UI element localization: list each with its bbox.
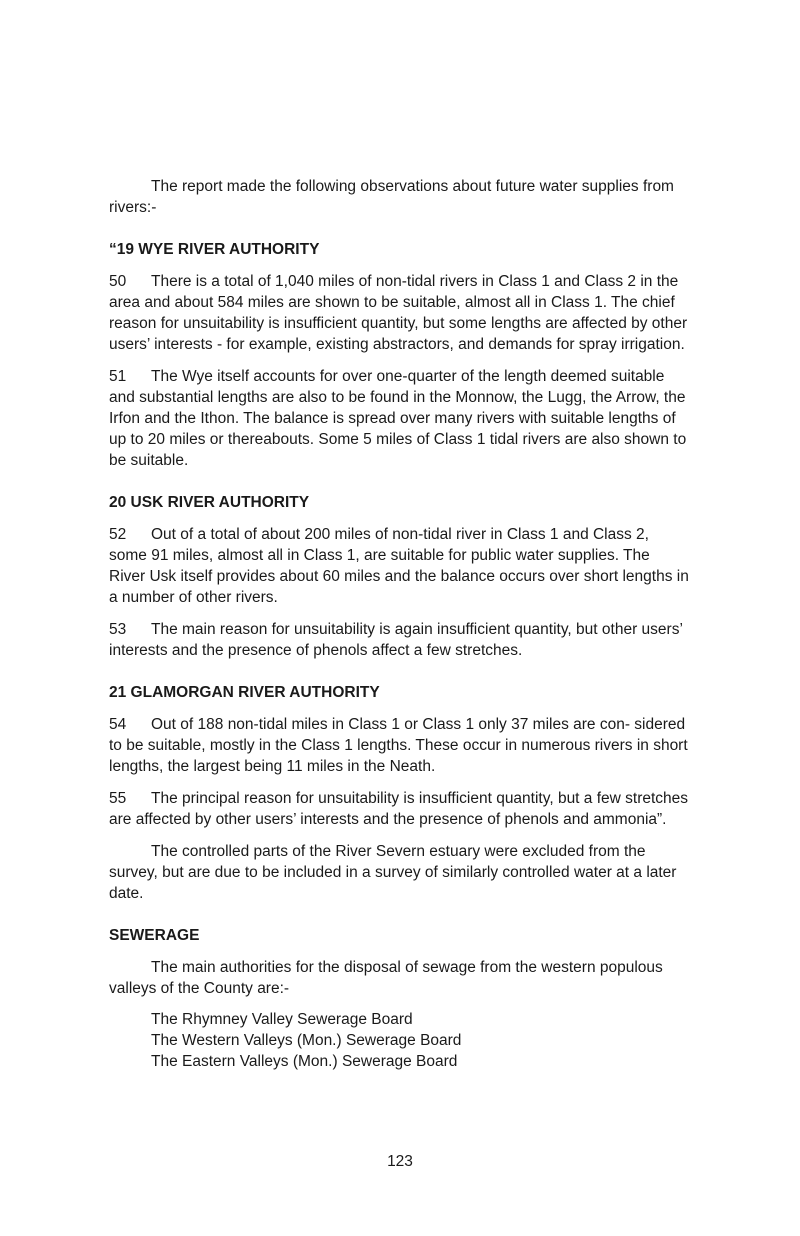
paragraph-53 [109,619,689,661]
paragraph-55 [109,788,689,830]
paragraph-number: 53 [109,621,127,638]
paragraph-text: The principal reason for unsuitability is insufficient quantity, but a few stretches are affected by other users’ interests and the presence of phenols and ammonia”. [109,790,689,828]
sewerage-board-list [151,1009,689,1072]
section-heading-sewerage: SEWERAGE [109,927,200,944]
sewerage-intro: The main authorities for the disposal of sewage from the western populous valleys of the County are:- [109,959,663,997]
section-usk [109,492,689,661]
paragraph-number: 54 [109,716,127,733]
paragraph-text: Out of 188 non-tidal miles in Class 1 or Class 1 only 37 miles are con- sidered to be suitable, mostly in the Class 1 lengths. These occur in numerous rivers in short lengths, the largest being 11 miles in the Neath. [109,716,688,775]
paragraph-number: 50 [109,273,127,290]
paragraph-50 [109,271,689,355]
section-heading-usk: 20 USK RIVER AUTHORITY [109,494,310,511]
section-heading-wye: “19 WYE RIVER AUTHORITY [109,241,320,258]
paragraph-text: There is a total of 1,040 miles of non-tidal rivers in Class 1 and Class 2 in the area and about 584 miles are shown to be suitable, almost all in Class 1. The chief reason for unsuitability is insufficient quantity, but some lengths are affected by other users’ interests - for example, existing abstractors, and demands for spray irrigation. [109,273,688,353]
list-item: The Eastern Valleys (Mon.) Sewerage Board [151,1053,458,1070]
section-heading-glamorgan: 21 GLAMORGAN RIVER AUTHORITY [109,684,380,701]
page-number: 123 [387,1153,413,1170]
paragraph-52 [109,524,689,608]
paragraph-text: The main reason for unsuitability is again insufficient quantity, but other users’ interests and the presence of phenols affect a few stretches. [109,621,683,659]
paragraph-51 [109,366,689,471]
section-glamorgan [109,682,689,904]
paragraph-text: The Wye itself accounts for over one-quarter of the length deemed suitable and substantial lengths are also to be found in the Monnow, the Lugg, the Arrow, the Irfon and the Ithon. The balance is spread over many rivers with suitable lengths of up to 20 miles or thereabouts. Some 5 miles of Class 1 tidal rivers are also shown to be suitable. [109,368,687,469]
section-wye [109,239,689,471]
section-sewerage [109,925,689,1072]
list-item: The Western Valleys (Mon.) Sewerage Board [151,1032,462,1049]
paragraph-text: Out of a total of about 200 miles of non-tidal river in Class 1 and Class 2, some 91 miles, almost all in Class 1, are suitable for public water supplies. The River Usk itself provides about 60 miles and the balance occurs over short lengths in a number of other rivers. [109,526,689,606]
paragraph-number: 55 [109,790,127,807]
paragraph-number: 51 [109,368,127,385]
severn-note: The controlled parts of the River Severn estuary were excluded from the survey, but are due to be included in a survey of similarly controlled water at a later date. [109,843,677,902]
list-item: The Rhymney Valley Sewerage Board [151,1011,413,1028]
paragraph-54 [109,714,689,777]
paragraph-number: 52 [109,526,127,543]
intro-paragraph: The report made the following observations about future water supplies from rivers:- [109,178,674,216]
page-body [109,176,689,1072]
